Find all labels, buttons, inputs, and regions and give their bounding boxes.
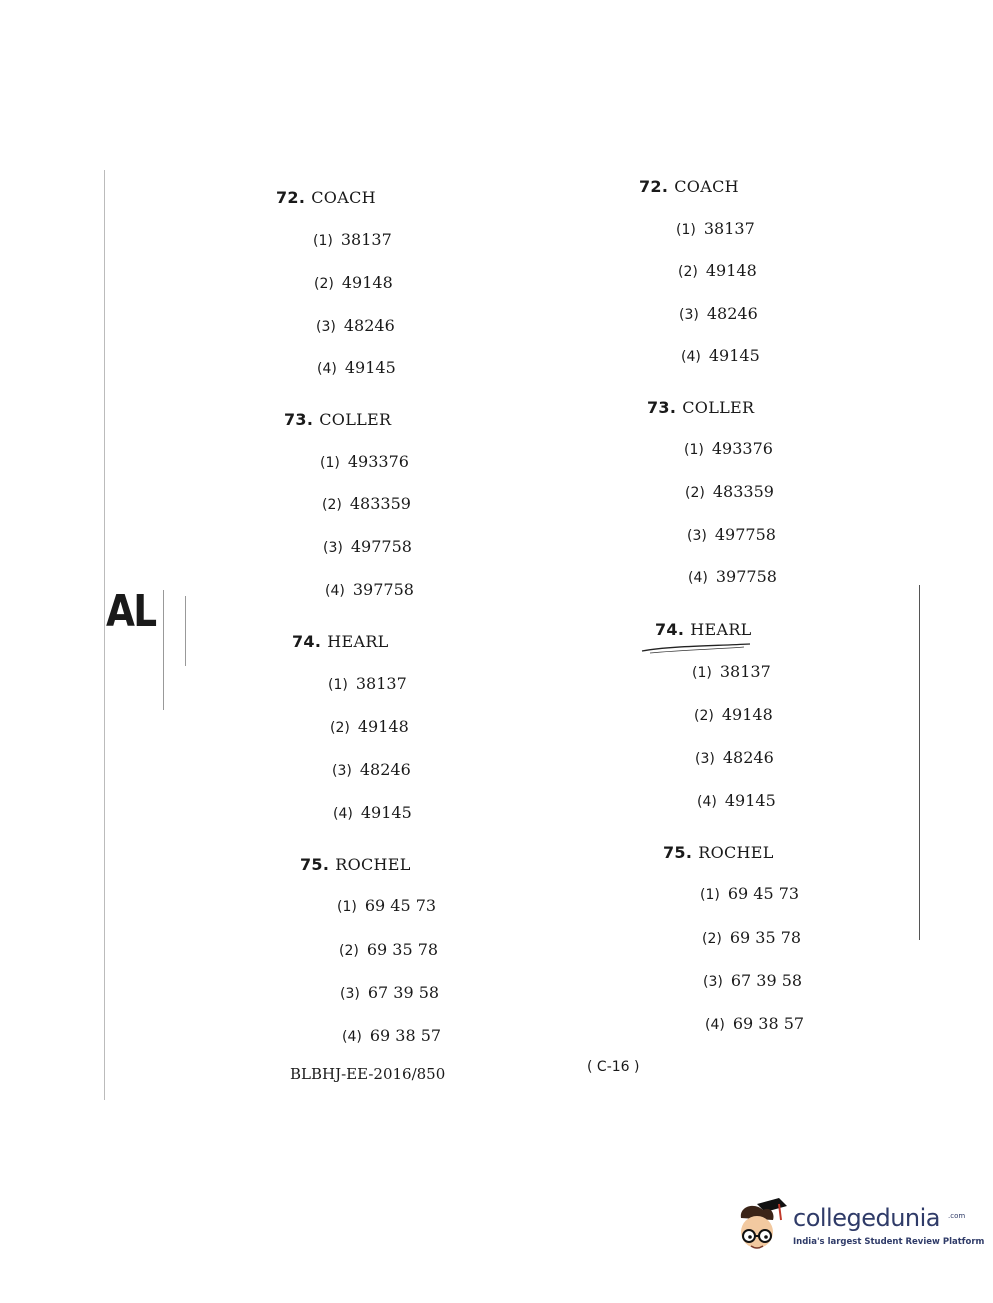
option: (1) 38137 <box>328 674 407 693</box>
scan-edge-line-mid <box>163 590 164 710</box>
option: (3) 497758 <box>687 525 776 544</box>
option: (4) 49145 <box>317 358 396 377</box>
option: (4) 397758 <box>688 567 777 586</box>
option: (1) 69 45 73 <box>700 884 800 903</box>
page-number: ( C-16 ) <box>587 1059 640 1075</box>
question-word: COACH <box>674 177 739 196</box>
option: (1) 38137 <box>313 230 392 249</box>
question-number: 72. <box>276 188 306 207</box>
option: (2) 69 35 78 <box>339 940 439 959</box>
question-number: 72. <box>639 177 669 196</box>
option: (2) 69 35 78 <box>702 928 802 947</box>
option: (3) 497758 <box>323 537 412 556</box>
option: (4) 69 38 57 <box>342 1026 442 1045</box>
brand-name: collegedunia <box>793 1204 941 1232</box>
question-number: 74. <box>655 620 685 639</box>
option: (3) 48246 <box>332 760 411 779</box>
mascot-icon <box>735 1196 791 1260</box>
scan-edge-line-mid2 <box>185 596 186 666</box>
question-word: COLLER <box>682 398 755 417</box>
paper-code: BLBHJ-EE-2016/850 <box>290 1065 446 1083</box>
question-word: COLLER <box>319 410 392 429</box>
side-mark: AL <box>106 586 156 637</box>
brand-suffix: .com <box>948 1212 966 1220</box>
option: (4) 49145 <box>681 346 760 365</box>
question-number: 75. <box>663 843 693 862</box>
question-number: 75. <box>300 855 330 874</box>
scan-edge-line-left <box>104 170 105 1100</box>
option: (2) 49148 <box>314 273 393 292</box>
option: (4) 69 38 57 <box>705 1014 805 1033</box>
option: (3) 67 39 58 <box>340 983 440 1002</box>
brand-tagline: India's largest Student Review Platform <box>793 1237 985 1247</box>
option: (4) 49145 <box>697 791 776 810</box>
handwritten-underline <box>640 642 760 656</box>
option: (1) 38137 <box>692 662 771 681</box>
option: (2) 49148 <box>694 705 773 724</box>
option: (2) 483359 <box>322 494 411 513</box>
option: (1) 493376 <box>320 452 409 471</box>
question-number: 73. <box>647 398 677 417</box>
question-word: ROCHEL <box>698 843 774 862</box>
option: (3) 48246 <box>679 304 758 323</box>
collegedunia-logo <box>735 1196 985 1260</box>
question-word: ROCHEL <box>335 855 411 874</box>
question-number: 73. <box>284 410 314 429</box>
question-word: COACH <box>311 188 376 207</box>
option: (3) 48246 <box>316 316 395 335</box>
option: (4) 397758 <box>325 580 414 599</box>
option: (1) 69 45 73 <box>337 896 437 915</box>
option: (3) 48246 <box>695 748 774 767</box>
option: (2) 49148 <box>330 717 409 736</box>
question-word: HEARL <box>690 620 752 639</box>
option: (1) 38137 <box>676 219 755 238</box>
option: (2) 49148 <box>678 261 757 280</box>
scan-edge-line-right <box>919 585 920 940</box>
option: (3) 67 39 58 <box>703 971 803 990</box>
question-number: 74. <box>292 632 322 651</box>
question-word: HEARL <box>327 632 389 651</box>
option: (2) 483359 <box>685 482 774 501</box>
option: (4) 49145 <box>333 803 412 822</box>
option: (1) 493376 <box>684 439 773 458</box>
